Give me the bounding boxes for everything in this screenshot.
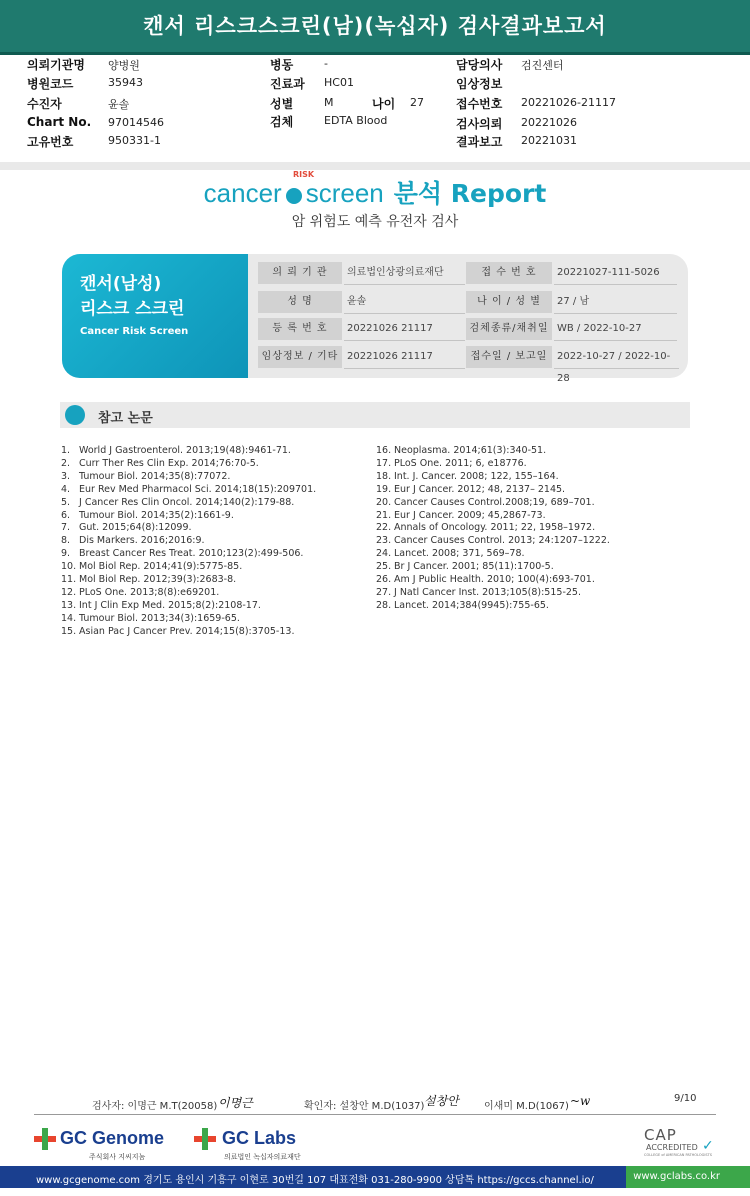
info-label: 의뢰기관명 (27, 58, 85, 72)
card-cell-value: 20221026 21117 (344, 346, 465, 369)
footer-website[interactable]: www.gclabs.co.kr (633, 1171, 720, 1182)
card-cell-value: 20221026 21117 (344, 318, 465, 341)
reference-item (61, 574, 316, 587)
reference-number: 17. (376, 457, 392, 469)
report-title: 캔서 리스크스크린(남)(녹십자) 검사결과보고서 (143, 14, 607, 38)
reference-item (376, 587, 610, 600)
reference-item (376, 510, 610, 523)
card-cell-label: 임상정보 / 기타 (258, 346, 342, 368)
reference-item (61, 458, 316, 471)
gc-labs-sub: 의료법인 녹십자의료재단 (224, 1153, 301, 1161)
card-cell-value: 2022-10-27 / 2022-10-28 (554, 346, 679, 369)
references-title: 참고 논문 (98, 411, 153, 426)
reference-text: Neoplasma. 2014;61(3):340-51. (394, 445, 547, 456)
reference-text: Tumour Biol. 2014;35(2):1661-9. (79, 509, 234, 521)
info-value: 950331-1 (108, 134, 161, 147)
reference-number: 11. (61, 574, 77, 586)
brand-report: 분석 Report (393, 179, 547, 208)
card-cell-label: 검체종류/채취일 (466, 318, 552, 340)
gc-labs-name: GC Labs (222, 1128, 297, 1148)
reference-text: PLoS One. 2011; 6, e18776. (394, 457, 527, 469)
reference-text: Lancet. 2014;384(9945):755-65. (394, 599, 549, 611)
reference-number: 16. (376, 445, 392, 456)
reference-number: 23. (376, 535, 392, 547)
info-value: 양병원 (108, 59, 140, 72)
reference-item (376, 458, 610, 471)
reference-text: Annals of Oncology. 2011; 22, 1958–1972. (394, 522, 596, 534)
reference-text: Cancer Causes Control.2008;19, 689–701. (394, 496, 595, 508)
reference-text: Asian Pac J Cancer Prev. 2014;15(8):3705-13. (79, 625, 295, 637)
references-header (60, 402, 690, 428)
info-label: 진료과 (270, 77, 305, 91)
info-label: 병동 (270, 58, 294, 72)
info-value: 윤솔 (108, 98, 130, 111)
reference-text: Eur J Cancer. 2009; 45,2867-73. (394, 509, 546, 521)
info-value: M (324, 96, 334, 109)
reference-text: J Natl Cancer Inst. 2013;105(8):515-25. (394, 586, 581, 598)
card-cell-label: 의 뢰 기 관 (258, 262, 342, 284)
info-value: 20221031 (521, 134, 577, 147)
reference-text: Int J Clin Exp Med. 2015;8(2):2108-17. (79, 599, 261, 611)
info-value: 35943 (108, 76, 143, 89)
reference-text: J Cancer Res Clin Oncol. 2014;140(2):179-88. (79, 496, 295, 508)
info-label: 검체 (270, 115, 294, 129)
card-cell-value: WB / 2022-10-27 (554, 318, 677, 341)
reference-item (61, 600, 316, 613)
reference-number: 27. (376, 586, 392, 598)
reference-item (376, 522, 610, 535)
age-value: 27 (410, 96, 424, 109)
info-label: Chart No. (27, 115, 92, 129)
report-title-bar (0, 0, 750, 55)
tester-signature: 이명근 (218, 1096, 253, 1110)
reference-item (61, 522, 316, 535)
cap-accredited: ACCREDITED (646, 1143, 698, 1152)
divider (34, 1114, 716, 1115)
reference-number: 22. (376, 522, 392, 534)
info-label: 수진자 (27, 97, 62, 111)
reference-text: Tumour Biol. 2014;35(8):77072. (79, 470, 231, 482)
reference-item (376, 484, 610, 497)
brain-icon (65, 405, 85, 425)
reference-item (61, 484, 316, 497)
card-heading (80, 272, 184, 322)
reference-number: 15. (61, 625, 77, 637)
reference-item (376, 561, 610, 574)
info-label: 담당의사 (456, 58, 503, 72)
cap-text: CAP (644, 1126, 677, 1144)
page-number: 9/10 (674, 1093, 697, 1104)
reference-item (376, 535, 610, 548)
reference-number: 12. (61, 586, 77, 598)
reference-text: Dis Markers. 2016;2016:9. (79, 535, 205, 547)
reference-number: 9. (61, 548, 71, 560)
reference-item (376, 497, 610, 510)
card-cell-value: 20221027-111-5026 (554, 262, 677, 285)
card-cell-label: 접수일 / 보고일 (466, 346, 552, 368)
info-label: 접수번호 (456, 97, 503, 111)
info-value: EDTA Blood (324, 114, 388, 127)
card-cell-label: 접 수 번 호 (466, 262, 552, 284)
card-cell-value: 27 / 남 (554, 291, 677, 314)
reference-number: 21. (376, 509, 392, 521)
info-value: 검진센터 (521, 59, 564, 72)
reference-item (61, 626, 316, 639)
doctor2-name: 이새미 M.D(1067) (484, 1101, 569, 1112)
reference-text: Lancet. 2008; 371, 569–78. (394, 548, 525, 560)
reference-text: Cancer Causes Control. 2013; 24:1207–1222. (394, 535, 610, 547)
reference-item (61, 535, 316, 548)
info-value: 20221026-21117 (521, 96, 616, 109)
divider (0, 162, 750, 170)
reference-item (61, 445, 316, 458)
tester-name: 검사자: 이명근 M.T(20058) (92, 1101, 218, 1112)
info-value: - (324, 57, 328, 70)
card-cell-label: 성 명 (258, 291, 342, 313)
gc-genome-name: GC Genome (60, 1128, 165, 1148)
reference-item (61, 471, 316, 484)
checker-name: 확인자: 설창안 M.D(1037) (304, 1101, 425, 1112)
info-label: 결과보고 (456, 135, 503, 149)
reference-number: 10. (61, 561, 77, 573)
info-value: HC01 (324, 76, 354, 89)
card-heading-line1: 캔서(남성) (80, 274, 162, 294)
gc-genome-sub: 주식회사 지씨지놈 (89, 1153, 146, 1161)
reference-text: Mol Biol Rep. 2014;41(9):5775-85. (79, 561, 243, 573)
reference-item (61, 548, 316, 561)
card-subheading: Cancer Risk Screen (80, 326, 189, 337)
reference-item (376, 445, 610, 458)
card-cell-label: 등 록 번 호 (258, 318, 342, 340)
brand-logo (0, 170, 750, 210)
age-label: 나이 (372, 97, 396, 111)
info-label: 고유번호 (27, 135, 74, 149)
reference-number: 20. (376, 496, 392, 508)
references-left (61, 445, 316, 639)
reference-number: 4. (61, 483, 71, 495)
reference-text: Breast Cancer Res Treat. 2010;123(2):499-506. (79, 548, 304, 560)
reference-number: 5. (61, 496, 71, 508)
reference-item (61, 497, 316, 510)
info-value: 20221026 (521, 116, 577, 129)
reference-number: 14. (61, 612, 77, 624)
cross-icon-part (42, 1128, 48, 1150)
info-label: 검사의뢰 (456, 117, 503, 131)
reference-number: 2. (61, 457, 71, 469)
reference-text: Br J Cancer. 2001; 85(11):1700-5. (394, 561, 554, 573)
cross-icon-part (202, 1128, 208, 1150)
reference-text: World J Gastroenterol. 2013;19(48):9461-71. (79, 445, 291, 456)
reference-text: Eur Rev Med Pharmacol Sci. 2014;18(15):209701. (79, 483, 317, 495)
reference-item (376, 600, 610, 613)
reference-item (61, 561, 316, 574)
cap-tiny: COLLEGE of AMERICAN PATHOLOGISTS (644, 1153, 712, 1157)
card-cell-label: 나 이 / 성 별 (466, 291, 552, 313)
reference-text: Eur J Cancer. 2012; 48, 2137– 2145. (394, 483, 566, 495)
reference-text: Tumour Biol. 2013;34(3):1659-65. (79, 612, 240, 624)
reference-number: 18. (376, 470, 392, 482)
reference-number: 8. (61, 535, 71, 547)
reference-text: Int. J. Cancer. 2008; 122, 155–164. (394, 470, 559, 482)
target-icon (286, 188, 302, 204)
card-banner (62, 254, 248, 378)
report-subtitle: 암 위험도 예측 유전자 검사 (291, 214, 459, 230)
footer-bar (0, 1166, 750, 1188)
reference-item (61, 510, 316, 523)
reference-number: 1. (61, 445, 71, 456)
info-label: 병원코드 (27, 77, 74, 91)
info-value: 97014546 (108, 116, 164, 129)
reference-number: 7. (61, 522, 71, 534)
reference-text: Curr Ther Res Clin Exp. 2014;76:70-5. (79, 457, 259, 469)
reference-number: 28. (376, 599, 392, 611)
reference-number: 13. (61, 599, 77, 611)
card-cell-value: 의료법인상광의료재단 (344, 262, 465, 285)
checker-signature: 설창안 (424, 1094, 459, 1108)
reference-text: Gut. 2015;64(8):12099. (79, 522, 192, 534)
checkmark-icon: ✓ (702, 1138, 714, 1154)
info-label: 임상정보 (456, 77, 503, 91)
reference-number: 6. (61, 509, 71, 521)
reference-item (376, 548, 610, 561)
reference-number: 24. (376, 548, 392, 560)
brand-cancer: cancer (203, 178, 282, 208)
reference-text: PLoS One. 2013;8(8):e69201. (79, 586, 220, 598)
reference-number: 25. (376, 561, 392, 573)
card-heading-line2: 리스크 스크린 (80, 299, 185, 319)
reference-number: 3. (61, 470, 71, 482)
reference-text: Am J Public Health. 2010; 100(4):693-701. (394, 574, 595, 586)
doctor2-signature: ~w (570, 1094, 591, 1108)
references-right (376, 445, 610, 613)
reference-number: 26. (376, 574, 392, 586)
info-label: 성별 (270, 97, 294, 111)
reference-text: Mol Biol Rep. 2012;39(3):2683-8. (79, 574, 237, 586)
brand-risk: RISK (293, 170, 315, 179)
brand-screen: screen (305, 178, 384, 208)
reference-item (61, 587, 316, 600)
footer-address: www.gcgenome.com 경기도 용인시 기흥구 이현로 30번길 107 대표전화 031-280-9900 상담톡 https://gccs.channel.io/ (36, 1175, 594, 1186)
reference-number: 19. (376, 483, 392, 495)
reference-item (376, 471, 610, 484)
card-cell-value: 윤솔 (344, 291, 465, 314)
reference-item (61, 613, 316, 626)
reference-item (376, 574, 610, 587)
